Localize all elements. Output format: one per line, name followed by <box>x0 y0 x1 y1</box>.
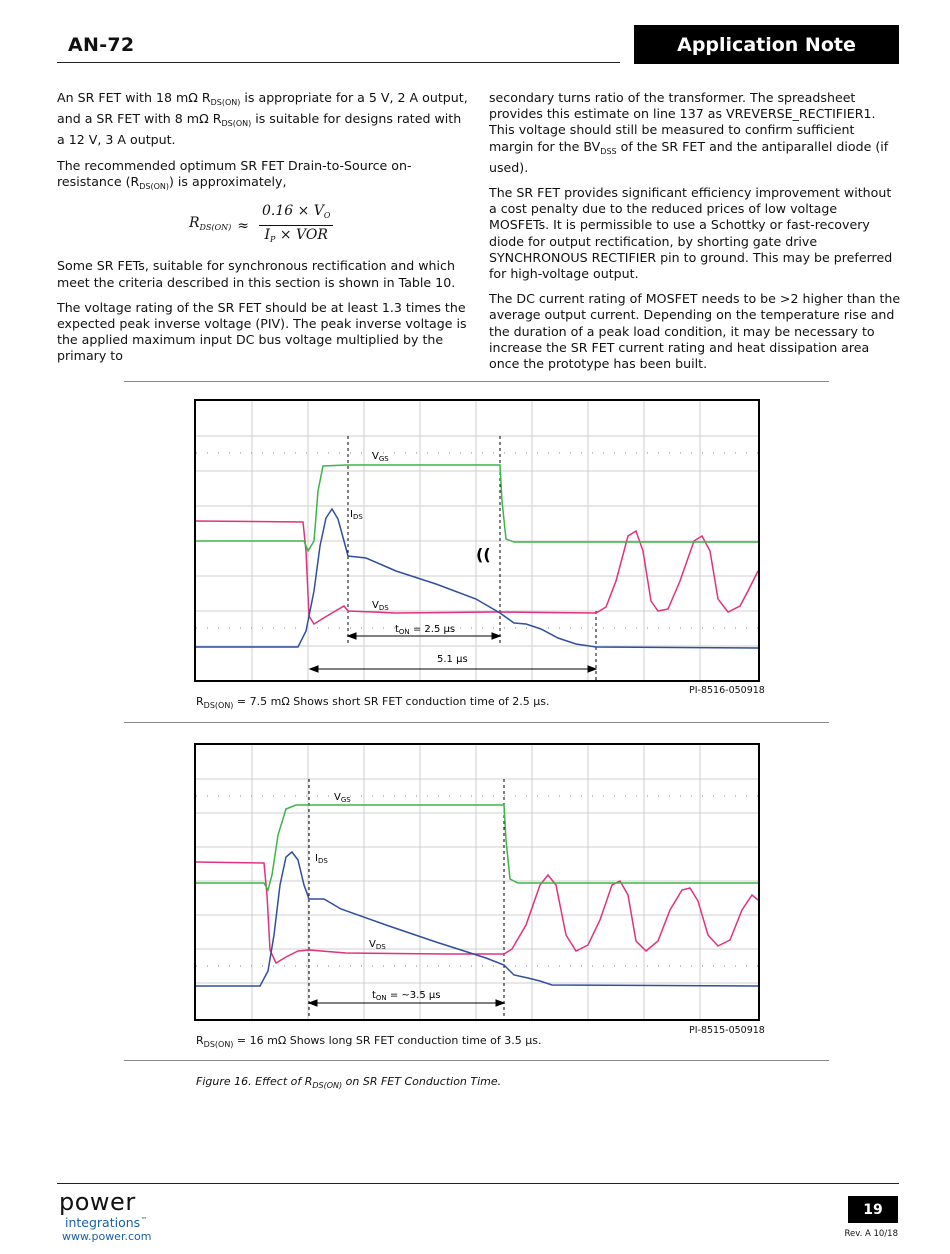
scope-capture-short <box>194 399 760 682</box>
header-rule <box>57 62 620 63</box>
ton-label: $t_{ON}$ = ~3.5 µs <box>372 990 441 1002</box>
rds-formula: $R_{DS(ON)}$ ≈ $\frac{0.16 \times V_O}{I_P \times VOR}$ <box>189 203 469 248</box>
vds-trace <box>196 862 758 963</box>
figure-bottom-rule <box>124 1060 829 1061</box>
revision-label: Rev. A 10/18 <box>844 1229 898 1239</box>
vds-trace <box>196 521 758 624</box>
paragraph-voltage-rating: The voltage rating of the SR FET should be at least 1.3 times the expected peak inverse voltage (PIV). The peak inverse voltage is the applied maximum input DC bus voltage multiplied by the primary to <box>57 299 467 364</box>
ids-trace <box>196 509 758 648</box>
vgs-trace <box>196 465 758 551</box>
ids-label: $I_{DS}$ <box>350 509 363 521</box>
paragraph-fet-rating: An SR FET with 18 mΩ $R_{DS(ON)}$ is appropriate for a 5 V, 2 A output, and a SR FET with 8 mΩ $R_{DS(ON)}$ is suitable for designs rated with a 12 V, 3 A output. <box>57 90 468 148</box>
application-note-badge: Application Note <box>634 25 899 64</box>
paragraph-current-rating: The DC current rating of MOSFET needs to be >2 higher than the average output current. Depending on the temperature rise and the duration of a peak load condition, it may be necessary to increase the SR FET current rating and heat dissipation area once the prototype has been built. <box>489 291 901 372</box>
figure-caption: Figure 16. Effect of $R_{DS(ON)}$ on SR FET Conduction Time. <box>196 1075 502 1090</box>
span-label: 5.1 µs <box>437 654 468 665</box>
scope-capture-long <box>194 743 760 1021</box>
ton-label: $t_{ON} = 2.5$ µs <box>395 624 456 636</box>
figure-top-rule <box>124 381 829 382</box>
paragraph-turns-ratio: secondary turns ratio of the transformer. The spreadsheet provides this estimate on line 137 as VREVERSE_RECTIFIER1. This voltage should still be measured to confirm sufficient margin for the $BV_{DSS}$ of the SR FET and the antiparallel diode (if used). <box>489 90 889 175</box>
vds-label: $V_{DS}$ <box>372 600 389 612</box>
power-integrations-logo: power integrations™ <box>59 1188 148 1230</box>
scope-caption-short: $R_{DS(ON)} = 7.5$ mΩ Shows short SR FET conduction time of 2.5 µs. <box>196 695 550 710</box>
right-column <box>489 90 901 381</box>
figure-id-tag: PI-8515-050918 <box>689 1025 765 1036</box>
break-marker: (( <box>476 545 491 564</box>
ids-trace <box>196 852 758 986</box>
page-number: 19 <box>848 1196 898 1223</box>
scope-caption-long: $R_{DS(ON)} = 16$ mΩ Shows long SR FET conduction time of 3.5 µs. <box>196 1034 542 1049</box>
figure-id-tag: PI-8516-050918 <box>689 685 765 696</box>
ids-label: $I_{DS}$ <box>315 853 328 865</box>
footer-rule <box>57 1183 899 1184</box>
website-link[interactable]: www.power.com <box>62 1230 152 1243</box>
vds-label: $V_{DS}$ <box>369 939 386 951</box>
vgs-label: $V_{GS}$ <box>372 451 389 463</box>
paragraph-efficiency: The SR FET provides significant efficiency improvement without a cost penalty due to the reduced prices of low voltage MOSFETs. It is permissible to use a Schottky or fast-recovery diode for output rectification, by shorting gate drive SYNCHRONOUS RECTIFIER pin to ground. This may be preferred for high-voltage output. <box>489 185 893 282</box>
vgs-label: $V_{GS}$ <box>334 792 351 804</box>
document-id: AN-72 <box>68 34 135 56</box>
left-column <box>57 90 469 374</box>
figure-middle-rule <box>124 722 829 723</box>
paragraph-recommended-rds: The recommended optimum SR FET Drain-to-Source on-resistance $(R_{DS(ON)})$ is approximately, <box>57 157 412 191</box>
paragraph-table-reference: Some SR FETs, suitable for synchronous rectification and which meet the criteria described in this section is shown in Table 10. <box>57 258 456 290</box>
